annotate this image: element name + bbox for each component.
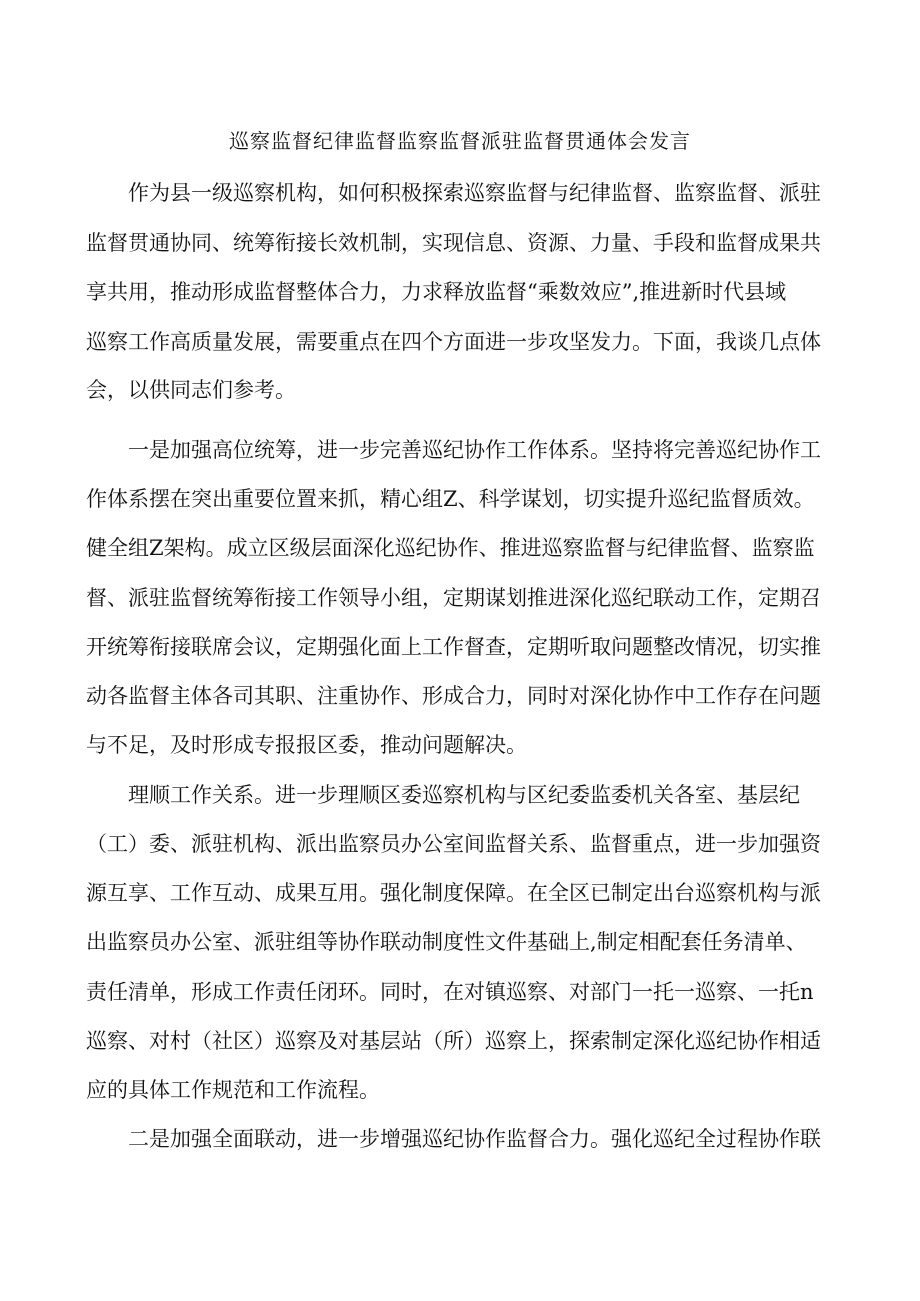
paragraph-line: 动各监督主体各司其职、注重协作、形成合力，同时对深化协作中工作存在问题 bbox=[86, 684, 821, 708]
paragraph-line: 与不足，及时形成专报报区委，推动问题解决。 bbox=[86, 733, 527, 757]
paragraph-line: 健全组Z架构。成立区级层面深化巡纪协作、推进巡察监督与纪律监督、监察监 bbox=[86, 536, 815, 560]
paragraph-line: 出监察员办公室、派驻组等协作联动制度性文件基础上,制定相配套任务清单、 bbox=[86, 930, 807, 954]
paragraph-line: 一是加强高位统筹，进一步完善巡纪协作工作体系。坚持将完善巡纪协作工 bbox=[86, 438, 821, 462]
paragraph-line: 作体系摆在突出重要位置来抓，精心组Z、科学谋划，切实提升巡纪监督质效。 bbox=[86, 487, 815, 511]
paragraph-line: 巡察、对村（社区）巡察及对基层站（所）巡察上，探索制定深化巡纪协作相适 bbox=[86, 1029, 821, 1053]
paragraph-line: 二是加强全面联动，进一步增强巡纪协作监督合力。强化巡纪全过程协作联 bbox=[86, 1127, 821, 1151]
paragraph-line: 作为县一级巡察机构，如何积极探索巡察监督与纪律监督、监察监督、派驻 bbox=[86, 181, 821, 205]
paragraph-line: 理顺工作关系。进一步理顺区委巡察机构与区纪委监委机关各室、基层纪 bbox=[86, 783, 800, 807]
paragraph-line: 源互享、工作互动、成果互用。强化制度保障。在全区已制定出台巡察机构与派 bbox=[86, 881, 821, 905]
paragraph-line: 会，以供同志们参考。 bbox=[86, 378, 296, 402]
paragraph-line: 应的具体工作规范和工作流程。 bbox=[86, 1078, 380, 1102]
paragraph-line: 享共用，推动形成监督整体合力，力求释放监督“乘数效应”,推进新时代县域 bbox=[86, 280, 787, 304]
paragraph-line: 监督贯通协同、统筹衔接长效机制，实现信息、资源、力量、手段和监督成果共 bbox=[86, 231, 821, 255]
paragraph-line: 巡察工作高质量发展，需要重点在四个方面进一步攻坚发力。下面，我谈几点体 bbox=[86, 330, 821, 354]
paragraph-line: 督、派驻监督统筹衔接工作领导小组，定期谋划推进深化巡纪联动工作，定期召 bbox=[86, 586, 821, 610]
document-title: 巡察监督纪律监督监察监督派驻监督贯通体会发言 bbox=[229, 129, 691, 153]
paragraph-line: 责任清单，形成工作责任闭环。同时，在对镇巡察、对部门一托一巡察、一托n bbox=[86, 980, 814, 1004]
paragraph-line: 开统筹衔接联席会议，定期强化面上工作督查，定期听取问题整改情况，切实推 bbox=[86, 635, 821, 659]
paragraph-line: （工）委、派驻机构、派出监察员办公室间监督关系、监督重点，进一步加强资 bbox=[86, 832, 821, 856]
